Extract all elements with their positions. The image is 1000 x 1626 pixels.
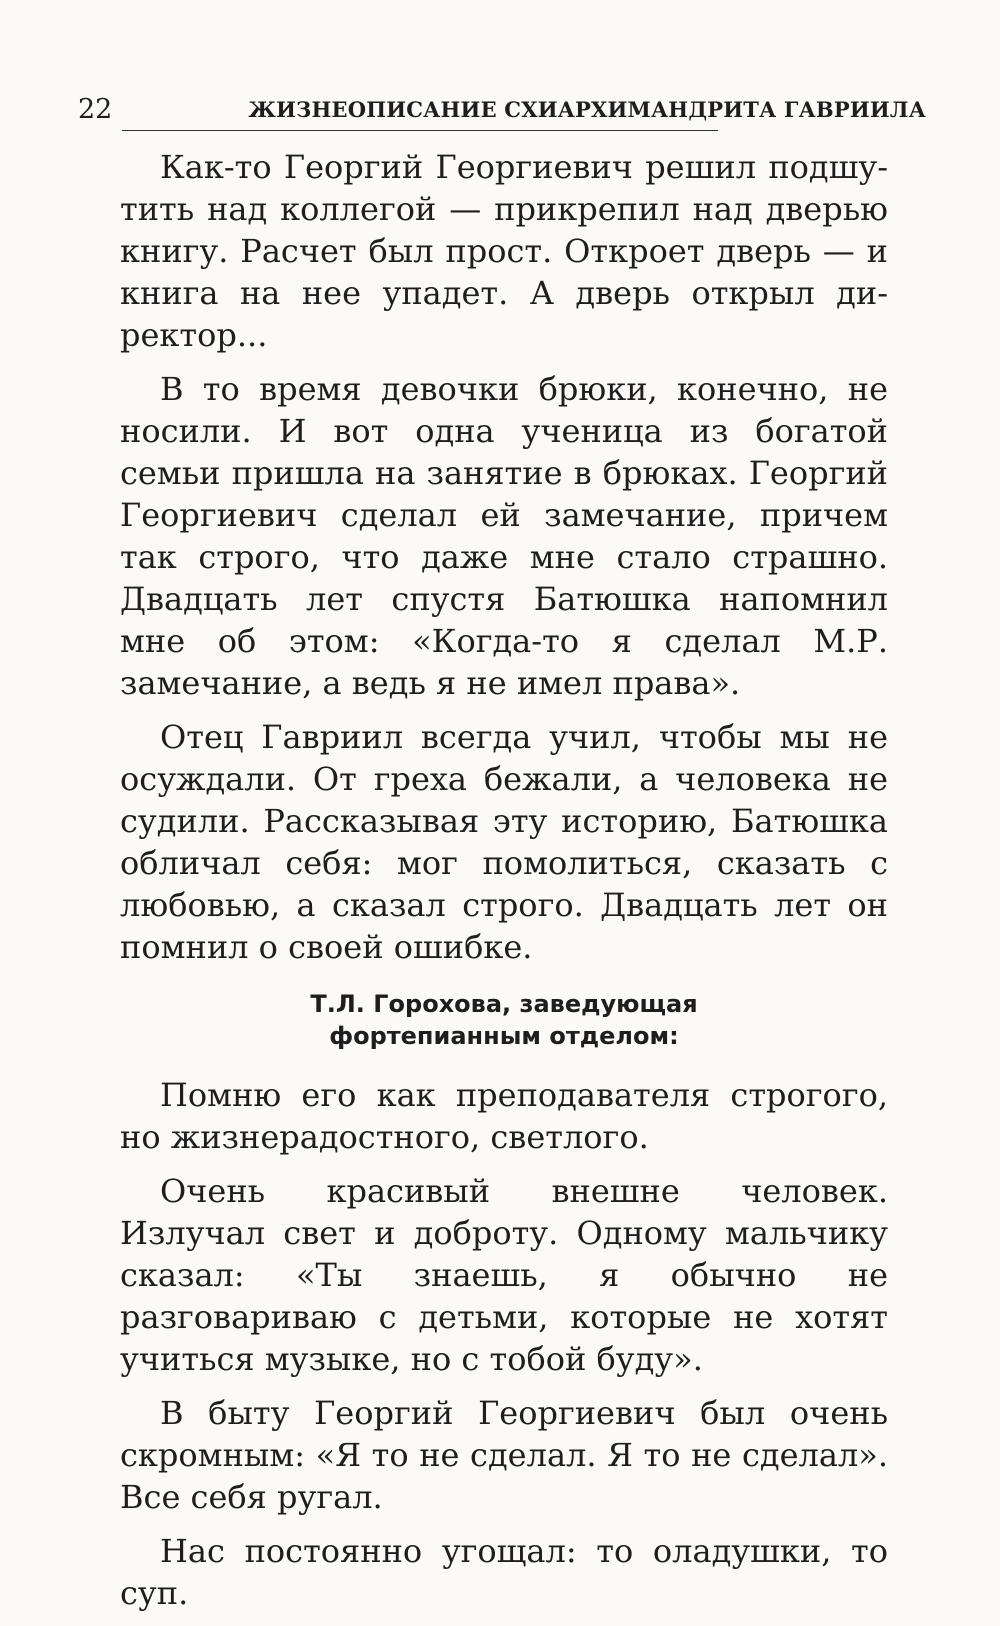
page-header bbox=[78, 92, 930, 128]
paragraph: Отец Гавриил всегда учил, чтобы мы не осуждали. От греха бежали, а человека не судили. Рассказывая эту историю, Батюшка обличал себя: мог помолиться, сказать с любовью, а сказал строго. Двадцать лет он помнил о своей ошибке. bbox=[120, 718, 888, 966]
attribution-line: фортепианным отделом: bbox=[329, 1022, 679, 1050]
header-rule bbox=[122, 130, 718, 131]
paragraph: В то время девочки брюки, конечно, не носили. И вот одна ученица из богатой семьи пришла на занятие в брюках. Георгий Георгиевич сделал ей замечание, причем так строго, что даже мне стало страшно. Двадцать лет спустя Батюшка напомнил мне об этом: «Когда-то я сделал М.Р. замечание, а ведь я не имел права». bbox=[120, 370, 888, 702]
running-title: ЖИЗНЕОПИСАНИЕ СХИАРХИМАНДРИТА ГАВРИИЛА bbox=[248, 97, 926, 122]
page-number: 22 bbox=[78, 94, 113, 125]
paragraph: Помню его как преподавателя строгого, но жизнерадостного, светлого. bbox=[120, 1076, 888, 1156]
body-text bbox=[120, 146, 888, 1626]
attribution-line: Т.Л. Горохова, заведующая bbox=[310, 990, 698, 1018]
paragraph: Как-то Георгий Георгиевич решил подшутить над коллегой — прикрепил над дверью книгу. Расчет был прост. Откроет дверь — и книга на нее упадет. А дверь открыл директор... bbox=[120, 148, 888, 354]
paragraph: Нас постоянно угощал: то оладушки, то суп. bbox=[120, 1532, 888, 1612]
paragraph: Очень красивый внешне человек. Излучал свет и доброту. Одному мальчику сказал: «Ты знаешь, я обычно не разговариваю с детьми, которые не хотят учиться музыке, но с тобой буду». bbox=[120, 1172, 888, 1378]
speaker-attribution bbox=[120, 988, 888, 1052]
paragraph: В быту Георгий Георгиевич был очень скромным: «Я то не сделал. Я то не сделал». Все себя ругал. bbox=[120, 1394, 888, 1516]
